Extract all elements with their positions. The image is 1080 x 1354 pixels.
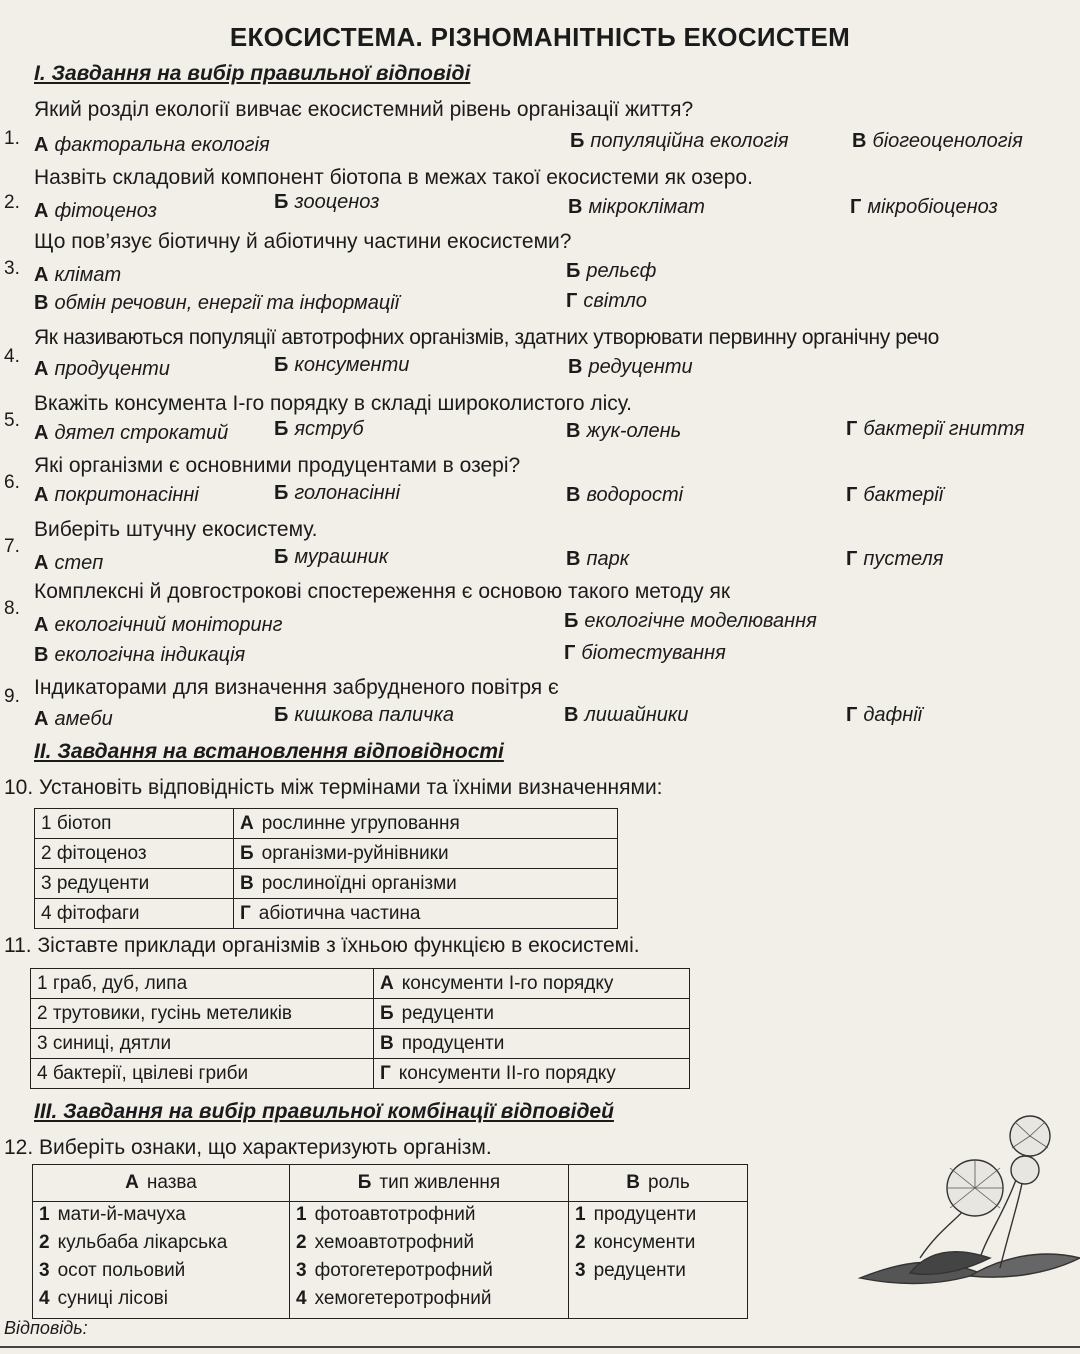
list-item: 1 фотоавтотрофний: [296, 1204, 476, 1225]
dandelion-illustration: [850, 1108, 1080, 1318]
list-item: 2 хемоавтотрофний: [296, 1232, 475, 1253]
option-c: В редуценти: [568, 356, 693, 378]
list-item: 4 суниці лісові: [39, 1288, 168, 1309]
option-b: Б консументи: [274, 354, 410, 376]
column-c: [569, 1202, 748, 1319]
option-a: А екологічний моніторинг: [34, 614, 283, 636]
table-row: 4 фітофаги Г абіотична частина: [35, 899, 618, 929]
table-row: 1 граб, дуб, липа А консументи І-го порядку: [31, 969, 690, 999]
question-10-text: 10. Установіть відповідність між термінами та їхніми визначеннями:: [4, 776, 663, 799]
option-b: Б кишкова паличка: [274, 704, 455, 726]
question-text: Які організми є основними продуцентами в озері?: [34, 454, 521, 477]
list-item: 3 осот польовий: [39, 1260, 186, 1281]
list-item: 2 кульбаба лікарська: [39, 1232, 228, 1253]
option-c: В лишайники: [564, 704, 689, 726]
section-1-heading: І. Завдання на вибір правильної відповіді: [34, 62, 471, 85]
question-11-text: 11. Зіставте приклади організмів з їхньою функцією в екосистемі.: [4, 934, 640, 957]
option-d: Г пустеля: [846, 548, 944, 570]
option-d: Г бактерії: [846, 484, 944, 506]
column-header-role: В роль: [569, 1165, 748, 1202]
table-row: 3 редуценти В рослиноїдні організми: [35, 869, 618, 899]
question-text: Вкажіть консумента І-го порядку в складі широколистого лісу.: [34, 392, 633, 415]
option-d: Г бактерії гниття: [846, 418, 1025, 440]
table-row: 3 синиці, дятли В продуценти: [31, 1029, 690, 1059]
option-a: А продуценти: [34, 358, 170, 380]
table-header-row: [33, 1165, 748, 1202]
table-row: 2 фітоценоз Б організми-руйнівники: [35, 839, 618, 869]
option-d: Г мікробіоценоз: [850, 196, 998, 218]
option-b: Б зооценоз: [274, 191, 380, 213]
option-a: А амеби: [34, 708, 113, 730]
question-number: 1.: [4, 128, 20, 149]
option-c: В парк: [566, 548, 630, 570]
list-item: 2 консументи: [575, 1232, 696, 1253]
question-number: 7.: [4, 536, 20, 557]
question-number: 2.: [4, 192, 20, 213]
answer-line: [0, 1346, 1080, 1348]
list-item: 1 мати-й-мачуха: [39, 1204, 186, 1225]
option-d: Г біотестування: [564, 642, 726, 664]
question-text: Який розділ екології вивчає екосистемний рівень організації життя?: [34, 98, 694, 121]
answer-label: Відповідь:: [4, 1318, 88, 1338]
option-a: А степ: [34, 552, 104, 574]
option-b: Б екологічне моделювання: [564, 610, 817, 632]
question-12-text: 12. Виберіть ознаки, що характеризують організм.: [4, 1136, 492, 1159]
page-title: ЕКОСИСТЕМА. РІЗНОМАНІТНІСТЬ ЕКОСИСТЕМ: [229, 22, 851, 52]
option-c: В жук-олень: [566, 420, 682, 442]
table-row: 2 трутовики, гусінь метеликів Б редуценти: [31, 999, 690, 1029]
option-c: В мікроклімат: [568, 196, 705, 218]
option-c: В екологічна індикація: [34, 644, 246, 666]
table-row: [33, 1202, 748, 1319]
question-text: Виберіть штучну екосистему.: [34, 518, 318, 541]
option-b: Б рельєф: [566, 260, 657, 282]
option-c: В біогеоценологія: [852, 130, 1023, 152]
table-row: 4 бактерії, цвілеві гриби Г консументи ІІ-го порядку: [31, 1059, 690, 1089]
list-item: 3 редуценти: [575, 1260, 686, 1281]
option-b: Б яструб: [274, 418, 364, 440]
section-2-heading: ІІ. Завдання на встановлення відповідності: [34, 740, 504, 763]
list-item: 3 фотогетеротрофний: [296, 1260, 493, 1281]
list-item: 1 продуценти: [575, 1204, 697, 1225]
question-text: Комплексні й довгострокові спостереження є основою такого методу як: [34, 580, 731, 603]
column-header-nutrition: Б тип живлення: [290, 1165, 569, 1202]
question-number: 5.: [4, 410, 20, 431]
question-10-table: [34, 808, 618, 929]
option-d: Г дафнії: [846, 704, 923, 726]
column-header-name: А назва: [33, 1165, 290, 1202]
question-number: 8.: [4, 598, 20, 619]
question-number: 4.: [4, 346, 20, 367]
question-text: Назвіть складовий компонент біотопа в межах такої екосистеми як озеро.: [34, 166, 753, 189]
column-a: [33, 1202, 290, 1319]
question-number: 6.: [4, 472, 20, 493]
option-c: В водорості: [566, 484, 684, 506]
column-b: [290, 1202, 569, 1319]
option-b: Б мурашник: [274, 546, 389, 568]
question-number: 9.: [4, 686, 20, 707]
question-text: Що пов’язує біотичну й абіотичну частини екосистеми?: [34, 230, 572, 253]
option-b: Б голонасінні: [274, 482, 401, 504]
list-item: 4 хемогетеротрофний: [296, 1288, 492, 1309]
option-a: А дятел строкатий: [34, 422, 229, 444]
option-d: Г світло: [566, 290, 647, 312]
question-text: Як називаються популяції автотрофних організмів, здатних утворювати первинну органічну речо: [34, 326, 939, 349]
question-text: Індикаторами для визначення забрудненого повітря є: [34, 676, 559, 699]
option-a: А факторальна екологія: [34, 134, 270, 156]
option-b: Б популяційна екологія: [570, 130, 789, 152]
question-number: 3.: [4, 258, 20, 279]
question-11-table: [30, 968, 690, 1089]
section-3-heading: ІІІ. Завдання на вибір правильної комбінації відповідей: [34, 1100, 614, 1123]
option-c: В обмін речовин, енергії та інформації: [34, 292, 400, 314]
option-a: А покритонасінні: [34, 484, 199, 506]
option-a: А клімат: [34, 264, 122, 286]
question-12-table: [32, 1164, 748, 1319]
table-row: 1 біотоп А рослинне угруповання: [35, 809, 618, 839]
option-a: А фітоценоз: [34, 200, 157, 222]
